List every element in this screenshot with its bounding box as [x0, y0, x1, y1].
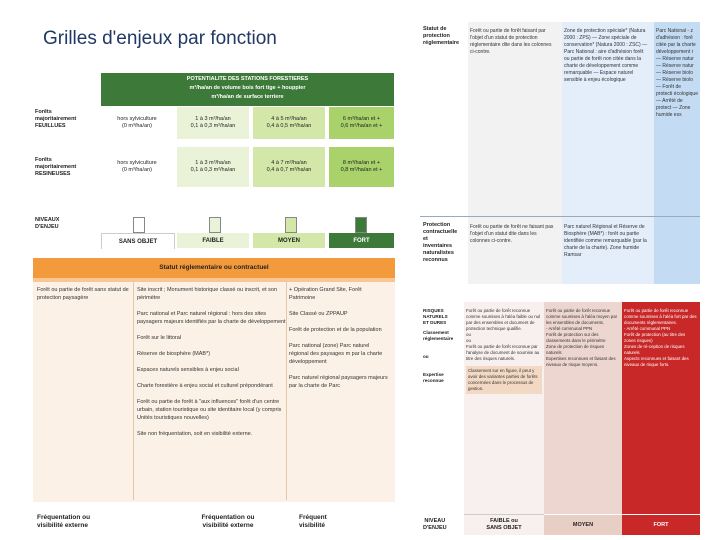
- level-marker: [209, 217, 221, 233]
- risk-item: Zones de ré-ception de risques naturels: [624, 344, 685, 355]
- row-label-line: Forêts: [35, 109, 52, 115]
- col-item: Forêt ou partie de forêt sans statut de protection paysagère: [37, 287, 129, 301]
- col-item: Site inscrit ; Monument historique classé ou inscrit, et son périmètre: [137, 287, 278, 301]
- label-line: D'ENJEU: [423, 525, 447, 531]
- row-label-feuillues: [35, 109, 97, 130]
- protection-col-2: Parc naturel Régional et Réserve de Biosphère (MAB*) : forêt ou partie identifiée comme remarquable (par la charte de la charte). Zone humide Ramsar: [564, 224, 647, 258]
- slide-title: Grilles d'enjeux par fonction: [43, 28, 277, 49]
- col-item: Espaces naturels sensibles à enjeu social: [137, 367, 239, 373]
- production-grid: [33, 71, 395, 249]
- label-line: RISQUES: [423, 308, 444, 313]
- label-protection: [423, 222, 465, 264]
- col-item: Forêt ou partie de forêt à "aux influences" forêt d'un centre urbain, station touristique ou site identitaire local (y compris Unités touristiques nouvelles): [137, 399, 282, 421]
- risk-item: Expertises reconnues et faisant des niveaux de risque moyens.: [546, 356, 616, 367]
- potential-header: [101, 73, 394, 106]
- label-line: ET DURES: [423, 320, 447, 325]
- footer-line: visibilité: [299, 522, 326, 529]
- cell-line: 0,8 m²/ha/an et +: [340, 167, 383, 173]
- column-divider: [133, 282, 134, 500]
- cell: [101, 147, 173, 187]
- level-moyen: MOYEN: [253, 233, 325, 248]
- cell: [101, 107, 173, 139]
- risk-level-fort: FORT: [622, 515, 700, 535]
- cell: [177, 107, 249, 139]
- row-label-line: FEUILLUES: [35, 123, 66, 129]
- header-line: POTENTIALITE DES STATIONS FORESTIERES: [186, 76, 309, 82]
- cell-line: hors sylviculture: [117, 116, 157, 122]
- statut-col-3: Parc National - z d'adhésion : forê citée par la charte développement r — Réserve natur — Réserve natur — Réserve biolo — Réserve biolo — Forêt de protecti écologique — Arrêté de protect — Zone humide ess: [656, 28, 698, 118]
- col-item: Parc national (zone) Parc naturel régional des paysages m par la charte développement: [289, 343, 383, 365]
- level-label: [35, 217, 59, 231]
- risk-item: Zone de protection de risques naturels: [546, 344, 605, 355]
- level-legend: [33, 215, 395, 249]
- level-label-line: D'ENJEU: [35, 224, 59, 230]
- level-sans-objet: SANS OBJET: [101, 233, 175, 249]
- social-col-2: [137, 286, 287, 446]
- row-label-line: Forêts: [35, 157, 52, 163]
- col-item: Site non fréquentation, soit en visibilité externe.: [137, 431, 253, 437]
- cell-line: (0 m³/ha/an): [122, 167, 152, 173]
- footer-col-1: [37, 514, 133, 530]
- col-item: Site Classé ou ZPPAUP: [289, 311, 348, 317]
- col-item: Parc national et Parc naturel régional : hors des sites paysagers majeurs identifiés par la charte de développement: [137, 311, 286, 325]
- label-line: NATURELS: [423, 314, 448, 319]
- cell-line: 0,1 à 0,3 m²/ha/an: [190, 123, 236, 129]
- statut-col-1: Forêt ou partie de forêt faisant par l'objet d'un statut de protection réglementaire dite dans les colonnes ci-contre.: [470, 28, 552, 55]
- cell-line: 4 à 7 m³/ha/an: [271, 160, 307, 166]
- risk-item: ou: [466, 332, 471, 337]
- risk-item: Forêt ou partie de forêt reconnue comme soumises à l'aléa faible ou nul par des ensembles et document de protection technique qualifie.: [466, 308, 541, 331]
- cell: [329, 107, 394, 139]
- label-line: Expertise: [423, 372, 444, 377]
- level-marker: [133, 217, 145, 233]
- label-line: naturalistes: [423, 250, 454, 256]
- cell-line: 0,1 à 0,3 m²/ha/an: [190, 167, 236, 173]
- label-line: protection: [423, 33, 450, 39]
- protection-grid: [420, 22, 700, 284]
- row-label-resineuses: [35, 157, 97, 178]
- cell-line: 6 m³/ha/an et +: [342, 116, 381, 122]
- label-line: et: [423, 236, 428, 242]
- cell-line: (0 m³/ha/an): [122, 123, 152, 129]
- footer-line: Fréquentation ou: [37, 514, 91, 521]
- label-line: inventaires: [423, 243, 453, 249]
- risk-col-faible: [464, 306, 544, 396]
- footer-line: Fréquentation ou: [201, 514, 255, 521]
- cell-line: 8 m³/ha/an et +: [342, 160, 381, 166]
- risks-grid: [420, 302, 700, 538]
- risk-item: - Arrêté communal PPN: [546, 326, 593, 331]
- cell: [177, 147, 249, 187]
- statut-col-2: Zone de protection spéciale* (Natura 2000 : ZPS) — Zone spéciale de conservation* (Natura 2000 : ZSC) — Parc National : aire d'adhésion forêt ou partie de forêt non citée dans la charte de développement comme remarquable — Espace naturel sensible à enjeu écologique: [564, 28, 648, 83]
- risk-item: Forêt de protection (au titre des zones risques): [624, 332, 686, 343]
- cell-line: 0,4 à 0,5 m²/ha/an: [266, 123, 312, 129]
- label-line: reconnue: [423, 378, 444, 383]
- level-marker: [285, 217, 297, 233]
- label-line: Protection: [423, 222, 451, 228]
- level-label-line: NIVEAUX: [35, 217, 60, 223]
- row-label-line: RESINEUSES: [35, 171, 71, 177]
- col-item: Forêt sur le littoral: [137, 335, 182, 341]
- level-faible: FAIBLE: [177, 233, 249, 248]
- risk-col-fort: [622, 306, 700, 370]
- label-line: ou: [423, 354, 429, 359]
- col-item: Charte forestière à enjeu social et culturel prépondérant: [137, 383, 273, 389]
- label-line: Statut de: [423, 26, 447, 32]
- label-line: réglementaire: [423, 40, 460, 46]
- row-divider: [420, 216, 700, 217]
- label-line: Classement: [423, 330, 449, 335]
- risk-col-moyen: [544, 306, 622, 370]
- label-line: NIVEAU: [424, 518, 446, 524]
- cell-line: 0,6 m²/ha/an et +: [340, 123, 383, 129]
- col-item: + Opération Grand Site, Forêt Patrimoine: [289, 287, 362, 301]
- level-marker: [355, 217, 367, 233]
- header-underline: [33, 278, 395, 282]
- cell-line: 1 à 3 m³/ha/an: [195, 116, 231, 122]
- risk-level-label: [420, 515, 465, 535]
- cell: [253, 147, 325, 187]
- level-fort: FORT: [329, 233, 394, 248]
- footer-line: visibilité externe: [202, 522, 254, 529]
- label-risques: [423, 308, 463, 384]
- social-grid: [33, 258, 395, 536]
- label-statut: [423, 26, 465, 47]
- header-line: m³/ha/an de surface terriere: [211, 94, 284, 100]
- row-label-line: majoritairement: [35, 116, 77, 122]
- level-line: FAIBLE ou: [490, 518, 518, 524]
- risk-item: Forêt ou partie de forêt reconnue par l'analyse de document de soumise au titre des risques naturels.: [466, 344, 540, 361]
- cell: [329, 147, 394, 187]
- footer-line: visibilité externe: [37, 522, 88, 529]
- column-divider: [286, 282, 287, 500]
- label-line: réglementaire: [423, 336, 454, 341]
- cell-line: 4 à 5 m³/ha/an: [271, 116, 307, 122]
- risk-item: Classement sur en figure, il peut y avoir des variantes parties de forêts concernées dans le processus de gestion.: [466, 366, 542, 394]
- col-item: Forêt de protection et de la population: [289, 327, 382, 333]
- row-label-line: majoritairement: [35, 164, 77, 170]
- label-line: reconnus: [423, 257, 448, 263]
- risk-item: ou: [466, 338, 471, 343]
- risk-item: Forêt de protection sur des classements dans le périmètre: [546, 332, 606, 343]
- col-item: Réserve de biosphère (MAB*): [137, 351, 211, 357]
- cell-line: hors sylviculture: [117, 160, 157, 166]
- social-col-3: [289, 286, 389, 398]
- label-line: contractuelle: [423, 229, 458, 235]
- header-line: m³/ha/an de volume bois fort tige + houppier: [189, 85, 306, 91]
- risk-level-faible: [464, 514, 544, 535]
- risk-item: Aspects reconnues et faisant des niveaux de risque forts.: [624, 356, 689, 367]
- protection-col-1: Forêt ou partie de forêt ne faisant pas l'objet d'un statut dite dans les colonnes ci-contre.: [470, 224, 554, 244]
- risk-item: Forêt ou partie de forêt reconnue comme soumises à l'aléa moyen par les ensembles de documents.: [546, 308, 618, 325]
- social-header: Statut réglementaire ou contractuel: [33, 258, 395, 278]
- cell: [253, 107, 325, 139]
- risk-item: - Arrêté communal PPN: [624, 326, 671, 331]
- risk-level-moyen: MOYEN: [544, 515, 622, 535]
- level-line: SANS OBJET: [486, 525, 522, 531]
- footer-col-3: [299, 514, 393, 530]
- cell-line: 0,4 à 0,7 m²/ha/an: [266, 167, 312, 173]
- cell-line: 1 à 3 m³/ha/an: [195, 160, 231, 166]
- social-col-1: [37, 286, 133, 310]
- footer-col-2: [173, 514, 283, 530]
- col-item: Parc naturel régional paysagers majeurs par la charte de Parc: [289, 375, 388, 389]
- risk-item: Forêt ou partie de forêt reconnue comme soumises à l'aléa fort par des documents réglementaires.: [624, 308, 697, 325]
- footer-line: Fréquent: [299, 514, 327, 521]
